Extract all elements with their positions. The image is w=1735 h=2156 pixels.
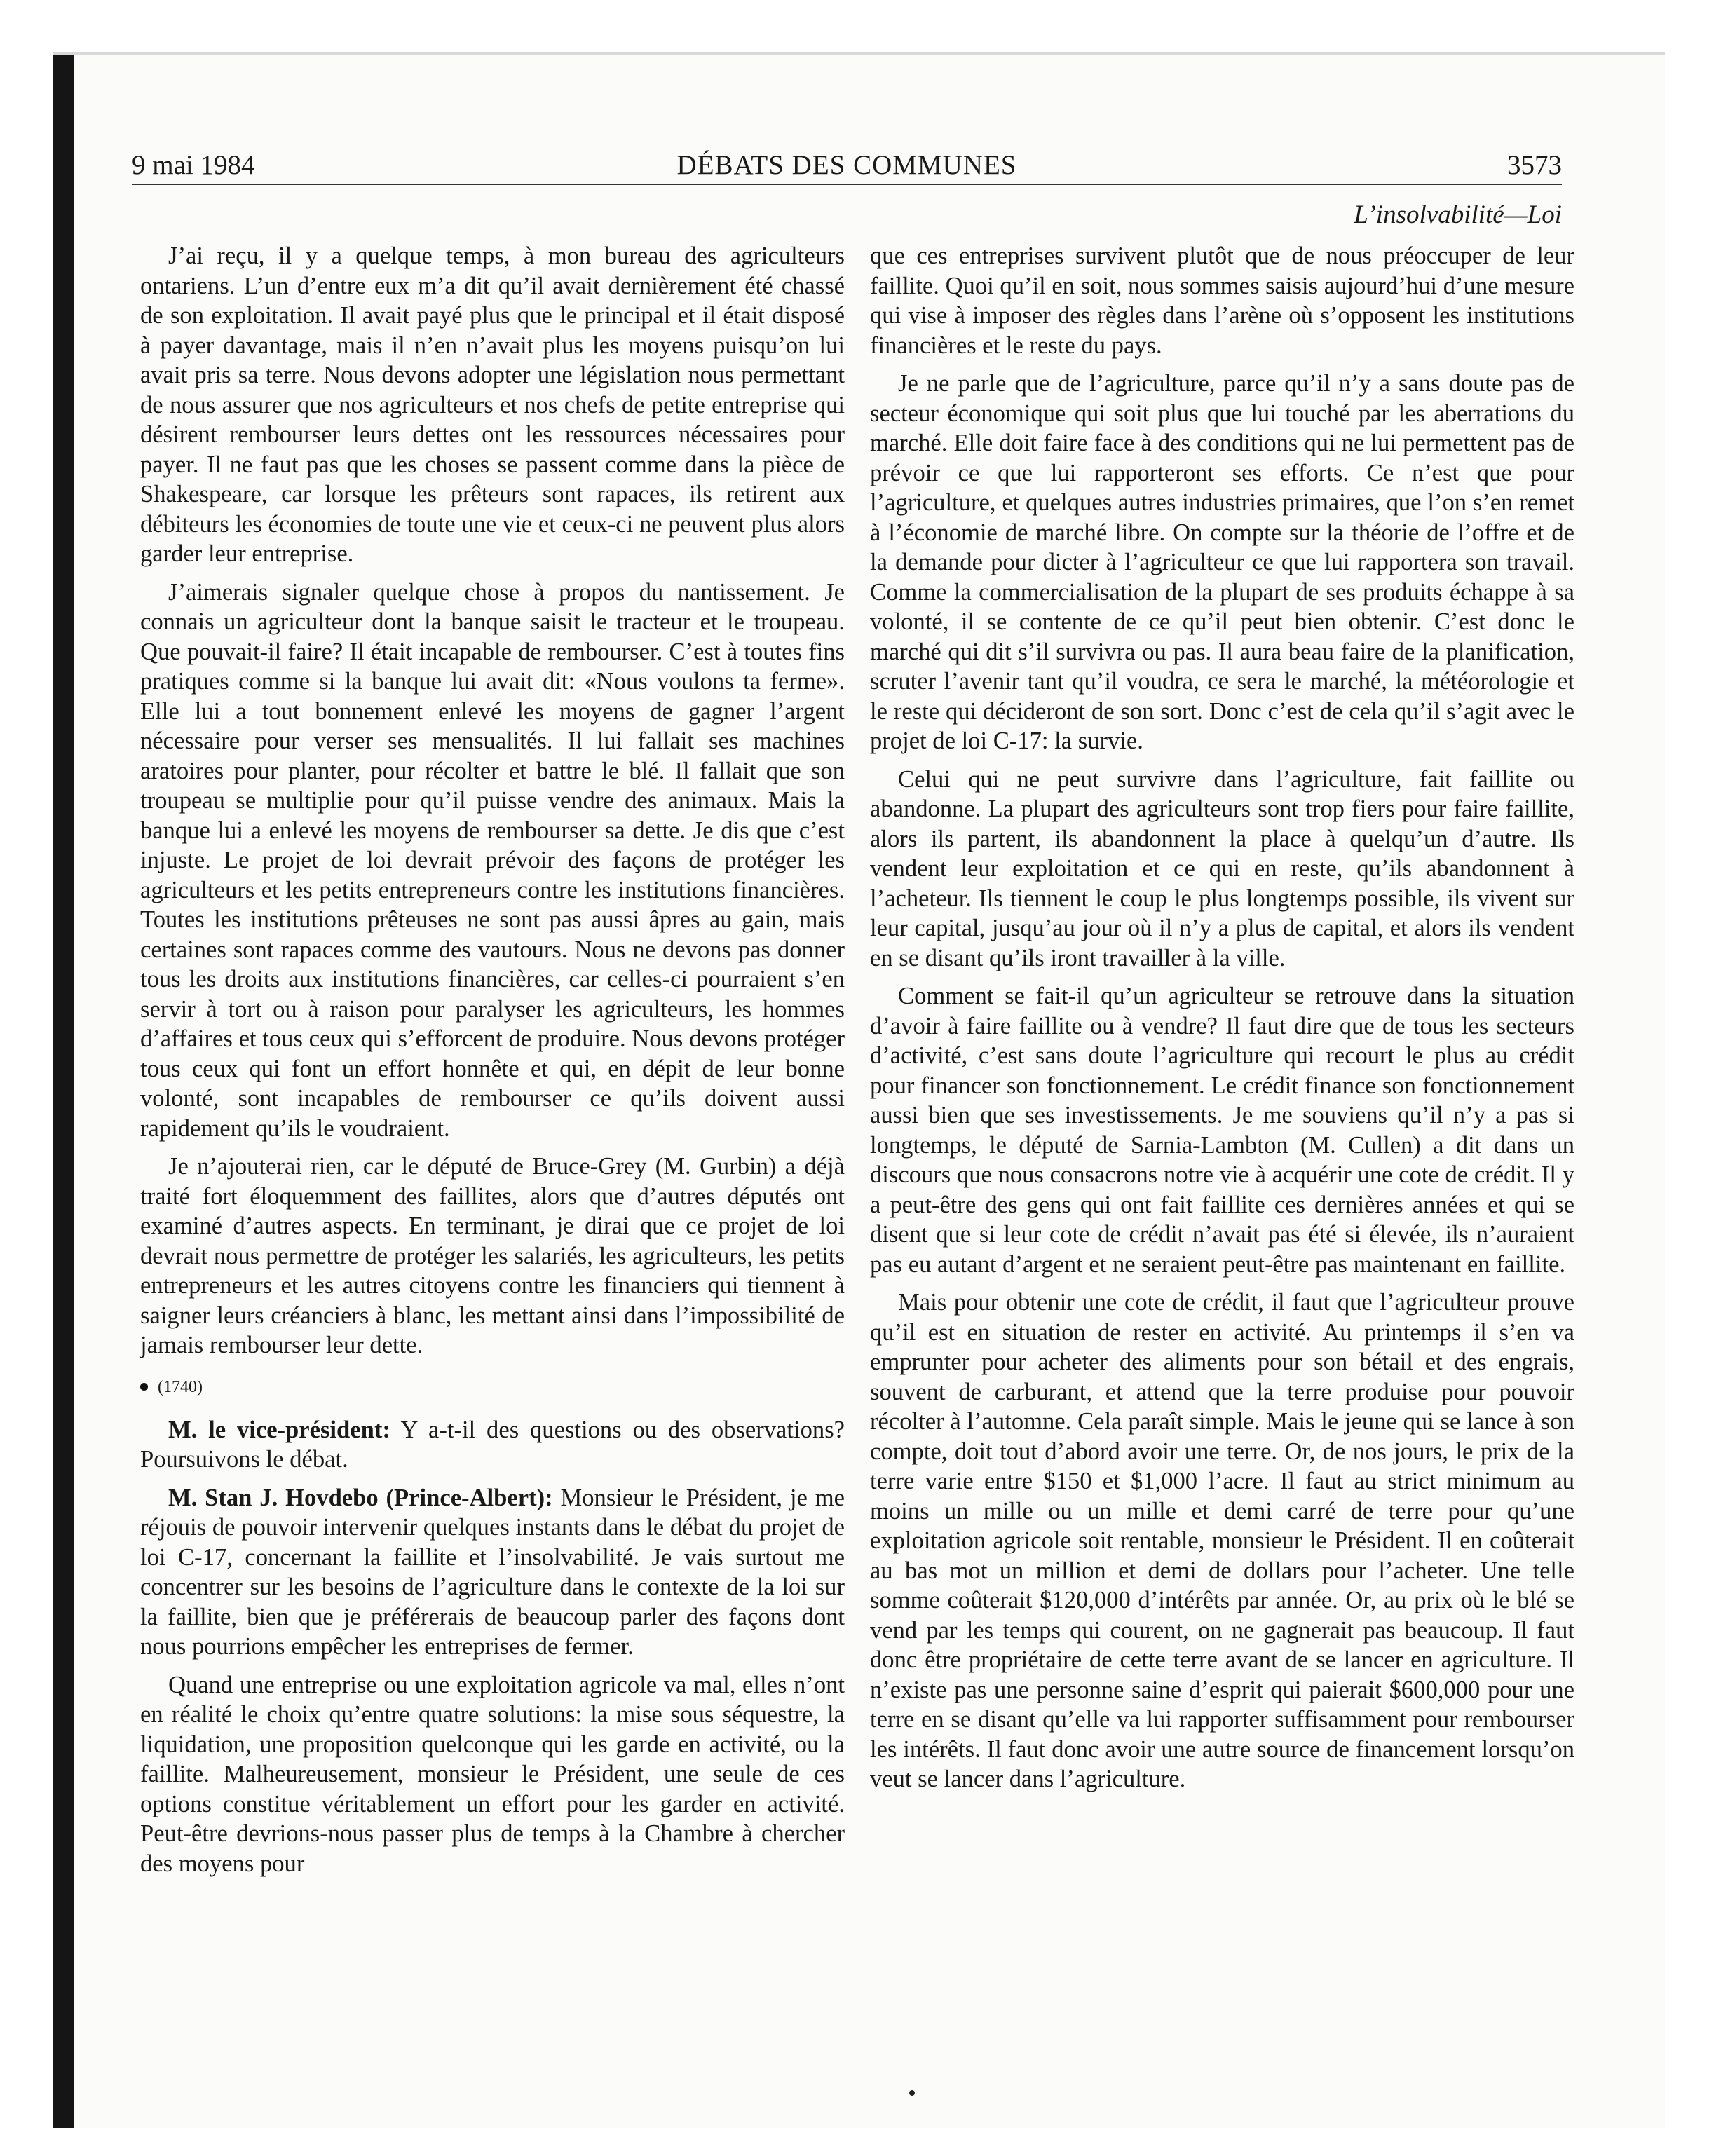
speaker-name: M. le vice-président: [168, 1416, 390, 1443]
paragraph: que ces entreprises survivent plutôt que de nous préoccuper de leur faillite. Quoi qu’il en soit, nous sommes saisis aujourd’hui d’une mesure qui vise à imposer des règles dans l’arène où s’opposent les institutions financières et le reste du pays. [870, 243, 1574, 359]
scan-shadow-edge [53, 52, 74, 2128]
header-subject: L’insolvabilité—Loi [1354, 200, 1562, 229]
speech-text: Y a-t-il des questions ou des observations? Poursuivons le débat. [140, 1416, 845, 1473]
paragraph: Celui qui ne peut survivre dans l’agriculture, fait faillite ou abandonne. La plupart des agriculteurs sont trop fiers pour faire faillite, alors ils partent, ils abandonnent la place à quelqu’un d’autre. Ils vendent leur exploitation et ce qui en reste, qu’ils abandonnent à l’acheteur. Ils tiennent le coup le plus longtemps possible, ils vivent sur leur capital, jusqu’au jour où il n’y a plus de capital, et alors ils vendent en se disant qu’ils iront travailler à la ville. [870, 765, 1574, 971]
paragraph: Mais pour obtenir une cote de crédit, il faut que l’agriculteur prouve qu’il est en situation de rester en activité. Au printemps il s’en va emprunter pour acheter des aliments pour son bétail et des engrais, souvent de carburant, et attend que la terre produise pour pouvoir récolter à l’automne. Cela paraît simple. Mais le jeune qui se lance à son compte, doit tout d’abord avoir une terre. Or, de nos jours, le prix de la terre varie entre $150 et $1,000 l’acre. Il faut au strict minimum au moins un mille ou un mille et demi carré de terre pour qu’une exploitation agricole soit rentable, monsieur le Président. Il en coûterait au bas mot un million et demi de dollars pour l’acheter. Une telle somme coûterait $120,000 d’intérêts par année. Or, au prix où le blé se vend par les temps qui courent, on ne gagnerait pas beaucoup. Il faut donc être propriétaire de cette terre avant de se lancer en agriculture. Il n’existe pas une personne saine d’esprit qui paierait $600,000 pour une terre en se disant qu’elle va lui rapporter suffisamment pour rembourser les intérêts. Il faut donc avoir une autre source de financement lorsqu’on veut se lancer dans l’agriculture. [870, 1289, 1574, 1792]
time-marker-label: (1740) [158, 1377, 203, 1396]
paragraph: Je n’ajouterai rien, car le député de Bruce-Grey (M. Gurbin) a déjà traité fort éloquemment des faillites, alors que d’autres députés ont examiné d’autres aspects. En terminant, je dirai que ce projet de loi devrait nous permettre de protéger les salariés, les agriculteurs, les petits entrepreneurs et les autres citoyens contre les financiers qui tiennent à saigner leurs créanciers à blanc, les mettant ainsi dans l’impossibilité de jamais rembourser leur dette. [140, 1153, 845, 1358]
header-title: DÉBATS DES COMMUNES [676, 150, 1017, 180]
paragraph [140, 1415, 845, 1475]
left-column [140, 241, 845, 1887]
time-marker [140, 1374, 845, 1400]
paragraph: Comment se fait-il qu’un agriculteur se retrouve dans la situation d’avoir à faire faillite ou à vendre? Il faut dire que de tous les secteurs d’activité, c’est sans doute l’agriculture qui recourt le plus au crédit pour financer son fonctionnement. Le crédit finance son fonctionnement aussi bien que ses investissements. Je me souviens qu’il n’y a pas si longtemps, le député de Sarnia-Lambton (M. Cullen) a dit dans un discours que nous consacrons notre vie à acquérir une cote de crédit. Il y a peut-être des gens qui ont fait faillite ces dernières années et qui se disent que si leur cote de crédit n’avait pas été si élevée, ils n’auraient pas eu autant d’argent et ne seraient peut-être pas maintenant en faillite. [870, 983, 1574, 1278]
header-date: 9 mai 1984 [132, 150, 255, 180]
bullet-icon [140, 1383, 148, 1391]
running-header [132, 144, 1562, 186]
paragraph: J’ai reçu, il y a quelque temps, à mon bureau des agriculteurs ontariens. L’un d’entre eux m’a dit qu’il avait dernièrement été chassé de son exploitation. Il avait payé plus que le principal et il était disposé à payer davantage, mais il n’en n’avait plus les moyens puisqu’on lui avait pris sa terre. Nous devons adopter une législation nous permettant de nous assurer que nos agriculteurs et nos chefs de petite entreprise qui désirent rembourser leurs dettes ont les ressources nécessaires pour payer. Il ne faut pas que les choses se passent comme dans la pièce de Shakespeare, car lorsque les prêteurs sont rapaces, ils retirent aux débiteurs les économies de toute une vie et ceux-ci ne peuvent plus alors garder leur entreprise. [140, 243, 845, 567]
paragraph: Quand une entreprise ou une exploitation agricole va mal, elles n’ont en réalité le choix qu’entre quatre solutions: la mise sous séquestre, la liquidation, une proposition quelconque qui les garde en activité, ou la faillite. Malheureusement, monsieur le Président, une seule de ces options constitue véritablement un effort pour les garder en activité. Peut-être devrions-nous passer plus de temps à la Chambre à chercher des moyens pour [140, 1671, 845, 1877]
header-page-number: 3573 [1507, 150, 1562, 180]
speaker-name: M. Stan J. Hovdebo (Prince-Albert): [168, 1484, 553, 1511]
paragraph: J’aimerais signaler quelque chose à propos du nantissement. Je connais un agriculteur dont la banque saisit le tracteur et le troupeau. Que pouvait-il faire? Il était incapable de rembourser. C’est à toutes fins pratiques comme si la banque lui avait dit: «Nous voulons ta ferme». Elle lui a tout bonnement enlevé les moyens de gagner l’argent nécessaire pour verser ses mensualités. Il lui fallait ses machines aratoires pour planter, pour récolter et battre le blé. Il fallait que son troupeau se multiplie pour qu’il puisse vendre des animaux. Mais la banque lui a enlevé les moyens de rembourser sa dette. Je dis que c’est injuste. Le projet de loi devrait prévoir des façons de protéger les agriculteurs et les petits entrepreneurs contre les institutions financières. Toutes les institutions prêteuses ne sont pas aussi âpres au gain, mais certaines sont rapaces comme des vautours. Nous ne devons pas donner tous les droits aux institutions financières, car celles-ci pourraient s’en servir à tort ou à raison pour paralyser les agriculteurs, les hommes d’affaires et tous ceux qui s’efforcent de produire. Nous devons protéger tous ceux qui font un effort honnête et qui, en dépit de leur bonne volonté, sont incapables de rembourser ce qu’ils doivent aussi rapidement qu’ils le voudraient. [140, 578, 845, 1142]
speech-text: Monsieur le Président, je me réjouis de pouvoir intervenir quelques instants dans le débat du projet de loi C-17, concernant la faillite et l’insolvabilité. Je vais surtout me concentrer sur les besoins de l’agriculture dans le contexte de la loi sur la faillite, bien que je préférerais de beaucoup parler des façons dont nous pourrions empêcher les entreprises de fermer. [140, 1484, 845, 1660]
footer-mark [909, 2090, 915, 2096]
paragraph: Je ne parle que de l’agriculture, parce qu’il n’y a sans doute pas de secteur économique qui soit plus que lui touché par les aberrations du marché. Elle doit faire face à des conditions qui ne lui permettent pas de prévoir ce que lui rapporteront ses efforts. Ce n’est que pour l’agriculture, et quelques autres industries primaires, que l’on s’en remet à l’économie de marché libre. On compte sur la théorie de l’offre et de la demande pour dicter à l’agriculteur ce que lui rapportera son travail. Comme la commercialisation de la plupart de ses produits échappe à sa volonté, il se contente de ce qu’il peut bien obtenir. C’est donc le marché qui dit s’il survivra ou pas. Il aura beau faire de la planification, scruter l’avenir tant qu’il voudra, ce sera le marché, la météorologie et le reste qui décideront de son sort. Donc c’est de cela qu’il s’agit avec le projet de loi C-17: la survie. [870, 370, 1574, 754]
paragraph [140, 1483, 845, 1662]
right-column [870, 241, 1574, 1803]
header-rule [132, 184, 1562, 185]
